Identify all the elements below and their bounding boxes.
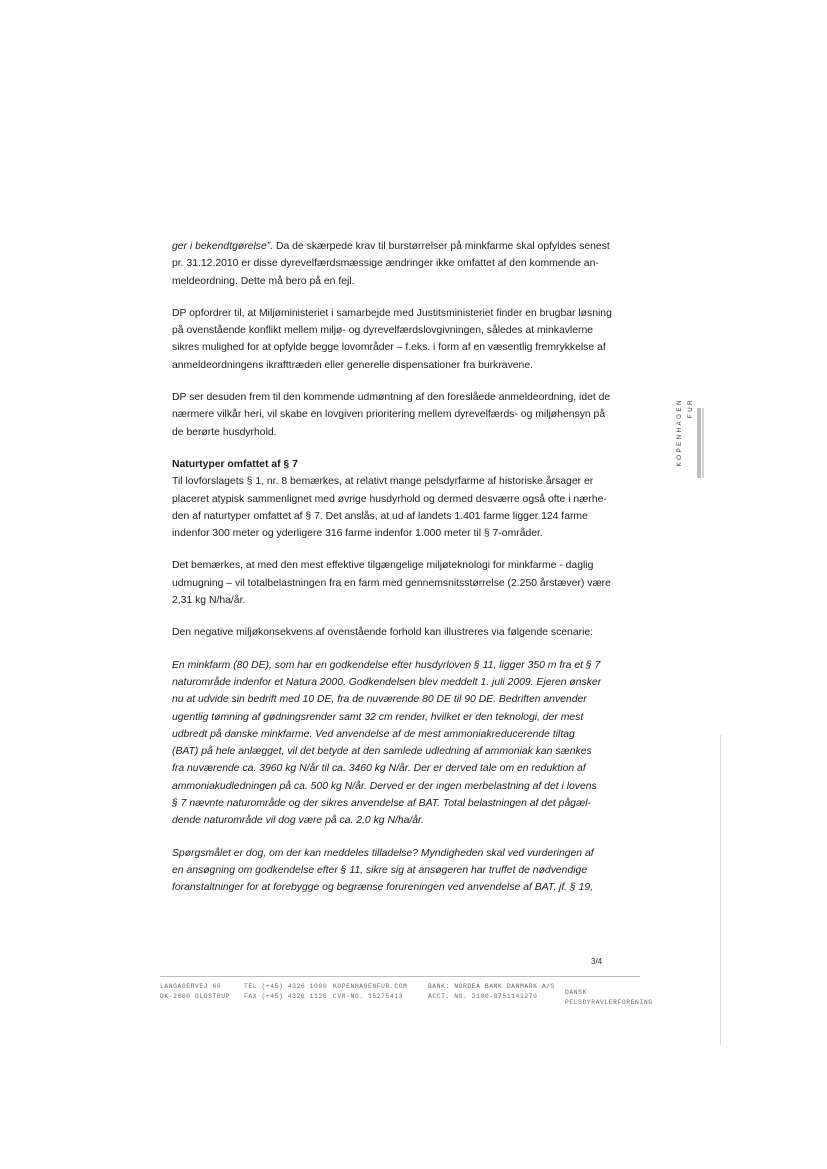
text-line: ugentlig tømning af gødningsrender samt 32 cm render, hvilket er den teknologi, der mest bbox=[172, 711, 584, 723]
text-line: Spørgsmålet er dog, om der kan meddeles tilladelse? Myndigheden skal ved vurderingen af bbox=[172, 847, 594, 859]
text-line: den af naturtyper omfattet af § 7. Det anslås, at ud af landets 1.401 farme ligger 124 farme bbox=[172, 510, 588, 522]
text-line: indenfor 300 meter og yderligere 316 farme indenfor 1.000 meter til § 7-områder. bbox=[172, 528, 543, 540]
brand-logo bbox=[676, 398, 684, 466]
letter-body bbox=[172, 238, 614, 897]
text-line: meldeordning. Dette må bero på en fejl. bbox=[172, 275, 355, 287]
text-line: udbredt på danske minkfarme. Ved anvendelse af de mest ammoniakreducerende tiltag bbox=[172, 728, 575, 740]
text-line: Til lovforslagets § 1, nr. 8 bemærkes, at relativt mange pelsdyrfarme af historiske årsager er bbox=[172, 476, 594, 488]
paragraph: ger i bekendtgørelse”. Da de skærpede krav til burstørrelser på minkfarme skal opfyldes senest bbox=[172, 241, 610, 252]
text-line: DP opfordrer til, at Miljøministeriet i samarbejde med Justitsministeriet finder en brugbar løsning bbox=[172, 307, 612, 319]
text-line: placeret atypisk sammenlignet med øvrige husdyrhold og dermed desværre også ofte i nærhe- bbox=[172, 493, 607, 505]
section-heading: Naturtyper omfattet af § 7 bbox=[172, 458, 298, 470]
text-line: sikres mulighed for at opfylde begge lovområder – f.eks. i form af en væsentlig fremrykkelse af bbox=[172, 342, 606, 354]
text-line: på ovenstående konflikt mellem miljø- og dyrevelfærdslovgivningen, således at minkavlerne bbox=[172, 325, 594, 337]
text-line: ammoniakudledningen på ca. 500 kg N/år. Derved er der ingen merbelastning af det i lovens bbox=[172, 780, 597, 792]
text-line: nu at udvide sin bedrift med 10 DE, fra de nuværende 80 DE til 90 DE. Bedriften anvender bbox=[172, 694, 587, 706]
footer-phone: TEL (+45) 4326 1000 FAX (+45) 4326 1126 bbox=[244, 983, 328, 1000]
text-line: foranstaltninger for at forebygge og begrænse forureningen ved anvendelse af BAT, jf. § 19, bbox=[172, 882, 594, 894]
text-line: En minkfarm (80 DE), som har en godkendelse efter husdyrloven § 11, ligger 350 m fra et § 7 bbox=[172, 659, 601, 671]
brand-bar bbox=[702, 408, 704, 478]
footer-web: KOPENHAGENFUR.COM CVR-NO. 15275413 bbox=[333, 983, 408, 1000]
brand-name: KOPENHAGEN bbox=[676, 398, 683, 467]
text-line: dende naturområde vil dog være på ca. 2,0 kg N/ha/år. bbox=[172, 815, 425, 827]
text-line: nærmere vilkår heri, vil skabe en lovgiven prioritering mellem dyrevelfærds- og miljøhensyn på bbox=[172, 409, 606, 421]
page-number: 3/4 bbox=[591, 957, 603, 966]
text-line: § 7 nævnte naturområde og der sikres anvendelse af BAT. Total belastningen af det pågæl- bbox=[172, 798, 591, 810]
footer-address: LANGAGERVEJ 60 DK-2600 GLOSTRUP bbox=[160, 983, 231, 1000]
text-line: 2,31 kg N/ha/år. bbox=[172, 595, 246, 607]
text-line: fra nuværende ca. 3960 kg N/år til ca. 3460 kg N/år. Der er derved tale om en reduktion af bbox=[172, 763, 586, 775]
footer-bank: BANK: NORDEA BANK DANMARK A/S ACCT. NO. 2100-0751141270 bbox=[428, 983, 555, 1000]
text-line: Den negative miljøkonsekvens af ovenstående forhold kan illustreres via følgende scenarie: bbox=[172, 627, 594, 639]
footer-divider bbox=[160, 976, 640, 977]
scan-artifact bbox=[720, 735, 721, 1045]
text-line: naturområde indenfor et Natura 2000. Godkendelsen blev meddelt 1. juli 2009. Ejeren ønsker bbox=[172, 676, 602, 688]
text-line: en ansøgning om godkendelse efter § 11, sikre sig at ansøgeren har truffet de nødvendige bbox=[172, 864, 588, 876]
brand-bar bbox=[697, 408, 701, 478]
text-line: de berørte husdyrhold. bbox=[172, 426, 277, 438]
text-line: udmugning – vil totalbelastningen fra en farm med gennemsnitsstørrelse (2.250 årstæver) være bbox=[172, 577, 611, 589]
text-line: Det bemærkes, at med den mest effektive tilgængelige miljøteknologi for minkfarme - daglig bbox=[172, 560, 594, 572]
text-line: pr. 31.12.2010 er disse dyrevelfærdsmæssige ændringer ikke omfattet af den kommende an- bbox=[172, 258, 599, 270]
text-line: anmeldeordningens ikrafttræden eller generelle dispensationer fra burkravene. bbox=[172, 359, 533, 371]
text-line: (BAT) på hele anlægget, vil det betyde at den samlede udledning af ammoniak kan sænkes bbox=[172, 746, 592, 758]
text-line: DP ser desuden frem til den kommende udmøntning af den foreslåede anmeldeordning, idet de bbox=[172, 392, 611, 404]
footer-organization: DANSK PELSDYRAVLERFORENING bbox=[565, 989, 653, 1006]
brand-subname: FUR bbox=[687, 398, 694, 419]
